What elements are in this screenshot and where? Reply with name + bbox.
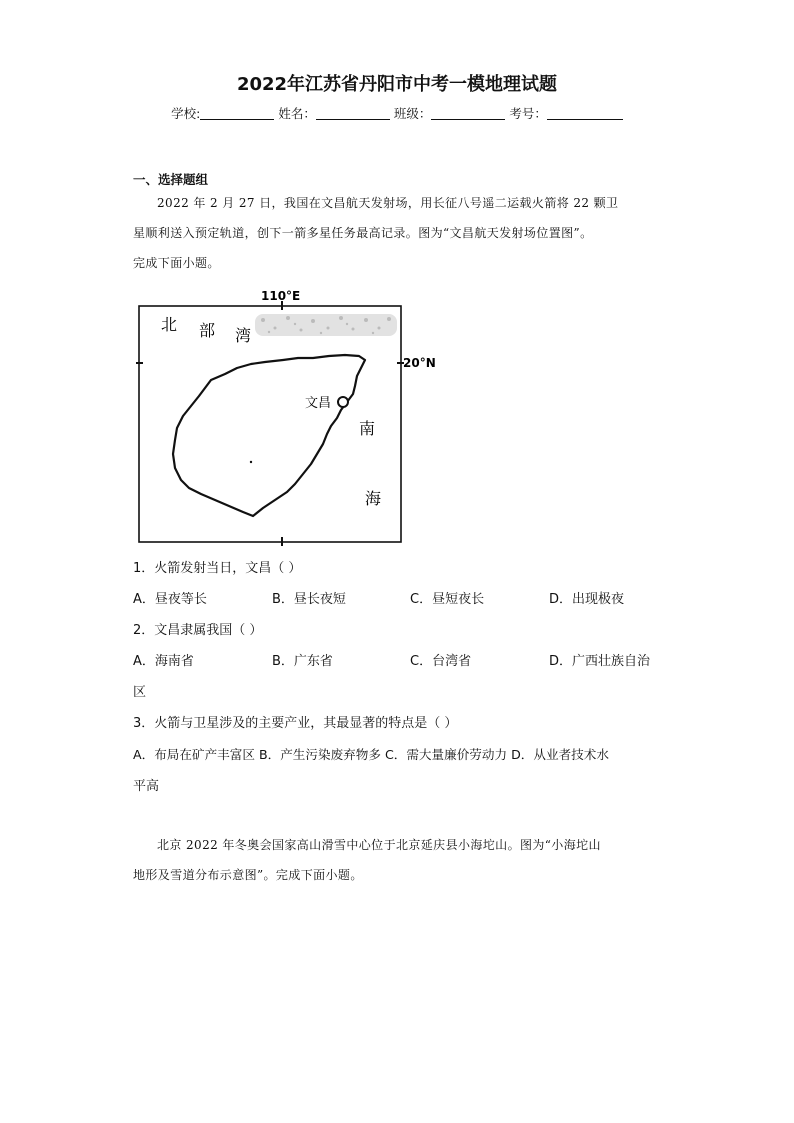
gulf-char-2: 部 — [199, 321, 216, 340]
passage-2 — [133, 830, 661, 890]
exam-no-label: 考号： — [509, 106, 547, 121]
hainan-island-outline — [173, 355, 365, 516]
gulf-char-3: 湾 — [235, 326, 252, 345]
exam-no-blank[interactable] — [547, 107, 623, 120]
q1-option-c[interactable]: C．昼短夜长 — [410, 592, 485, 607]
question-3-options[interactable]: A．布局在矿产丰富区 B．产生污染废弃物多 C．需大量廉价劳动力 D．从业者技术水 — [133, 747, 609, 762]
passage-2-line-1: 北京 2022 年冬奥会国家高山滑雪中心位于北京延庆县小海坨山。图为“小海坨山 — [157, 838, 601, 852]
q2-option-a[interactable]: A．海南省 — [133, 654, 194, 669]
wenchang-location-map — [133, 288, 443, 546]
name-blank[interactable] — [316, 107, 390, 120]
sea-char-2: 海 — [365, 489, 382, 508]
question-1-text: 1．火箭发射当日，文昌（ ） — [133, 561, 302, 576]
center-dot — [250, 461, 252, 463]
question-2-text: 2．文昌隶属我国（ ） — [133, 623, 263, 638]
student-info-line — [0, 104, 794, 122]
sea-char-1: 南 — [359, 419, 376, 438]
q2-option-d-continuation: 区 — [133, 685, 147, 700]
passage-1-line-1: 2022 年 2 月 27 日，我国在文昌航天发射场，用长征八号遥二运载火箭将 22 颗卫 — [157, 196, 619, 210]
q1-option-b[interactable]: B．昼长夜短 — [272, 592, 346, 607]
school-blank[interactable] — [200, 107, 274, 120]
city-label: 文昌 — [305, 396, 332, 411]
passage-1 — [133, 188, 661, 278]
question-2-options — [133, 650, 663, 670]
q2-option-d[interactable]: D．广西壮族自治 — [549, 654, 651, 669]
passage-1-line-3: 完成下面小题。 — [133, 256, 220, 270]
latitude-label: 20°N — [403, 356, 436, 370]
name-label: 姓名： — [278, 106, 316, 121]
class-label: 班级： — [393, 106, 432, 121]
section-heading: 一、选择题组 — [133, 172, 209, 187]
passage-2-line-2: 地形及雪道分布示意图”。完成下面小题。 — [133, 868, 363, 882]
page-title: 2022年江苏省丹阳市中考一模地理试题 — [236, 74, 558, 95]
coastal-shading — [255, 314, 397, 336]
class-blank[interactable] — [431, 107, 505, 120]
school-label: 学校: — [171, 106, 201, 121]
longitude-label: 110°E — [261, 289, 301, 303]
question-3-text: 3．火箭与卫星涉及的主要产业，其最显著的特点是（ ） — [133, 716, 458, 731]
q1-option-d[interactable]: D．出现极夜 — [549, 592, 625, 607]
gulf-char-1: 北 — [161, 315, 178, 334]
q1-option-a[interactable]: A．昼夜等长 — [133, 592, 207, 607]
wenchang-marker-icon — [338, 397, 348, 407]
q2-option-b[interactable]: B．广东省 — [272, 654, 333, 669]
passage-1-line-2: 星顺利送入预定轨道，创下一箭多星任务最高记录。图为“文昌航天发射场位置图”。 — [133, 226, 593, 240]
q2-option-c[interactable]: C．台湾省 — [410, 654, 472, 669]
question-1-options — [133, 588, 663, 608]
q3-option-d-continuation: 平高 — [133, 779, 160, 794]
